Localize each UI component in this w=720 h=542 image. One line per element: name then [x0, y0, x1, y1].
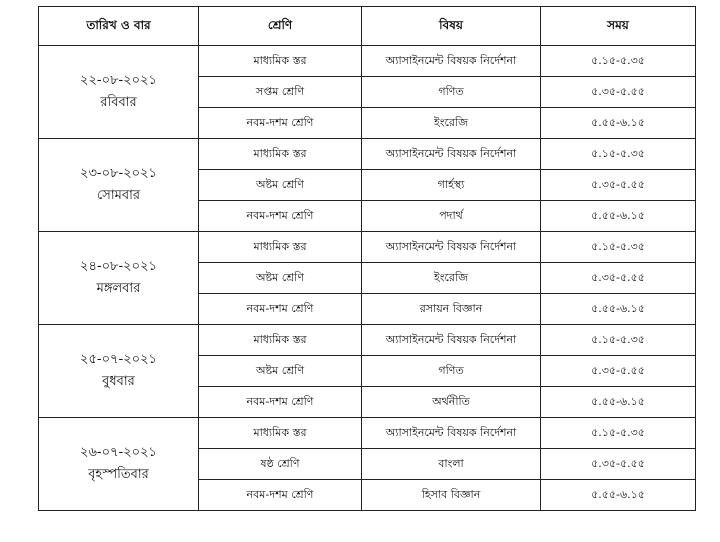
header-class: শ্রেণি	[199, 7, 362, 46]
date-cell	[39, 418, 199, 511]
weekday-text: বুধবার	[102, 374, 135, 389]
table-row	[39, 46, 696, 77]
subject-cell: গণিত	[362, 356, 541, 387]
table-row	[39, 139, 696, 170]
weekday-text: মঙ্গলবার	[96, 281, 141, 296]
subject-cell: অ্যাসাইনমেন্ট বিষয়ক নির্দেশনা	[362, 232, 541, 263]
weekday-text: রবিবার	[100, 95, 137, 110]
table-row	[39, 418, 696, 449]
subject-cell: অ্যাসাইনমেন্ট বিষয়ক নির্দেশনা	[362, 418, 541, 449]
class-cell: নবম-দশম শ্রেণি	[199, 387, 362, 418]
header-subject: বিষয়	[362, 7, 541, 46]
date-text: ২৬-০৭-২০২১	[80, 445, 157, 460]
subject-cell: রসায়ন বিজ্ঞান	[362, 294, 541, 325]
subject-cell: অর্থনীতি	[362, 387, 541, 418]
header-time: সময়	[541, 7, 696, 46]
subject-cell: বাংলা	[362, 449, 541, 480]
date-text: ২২-০৮-২০২১	[80, 73, 157, 88]
class-cell: মাধ্যমিক স্তর	[199, 46, 362, 77]
date-text: ২৫-০৭-২০২১	[80, 352, 157, 367]
header-date-day: তারিখ ও বার	[39, 7, 199, 46]
subject-cell: গার্হস্থ্য	[362, 170, 541, 201]
subject-cell: পদার্থ	[362, 201, 541, 232]
date-cell	[39, 139, 199, 232]
date-cell	[39, 325, 199, 418]
class-cell: অষ্টম শ্রেণি	[199, 263, 362, 294]
time-cell: ৫.৫৫-৬.১৫	[541, 108, 696, 139]
date-text: ২৪-০৮-২০২১	[80, 259, 157, 274]
schedule-table	[38, 6, 696, 511]
class-cell: নবম-দশম শ্রেণি	[199, 294, 362, 325]
time-cell: ৫.৩৫-৫.৫৫	[541, 263, 696, 294]
time-cell: ৫.৫৫-৬.১৫	[541, 201, 696, 232]
class-cell: অষ্টম শ্রেণি	[199, 170, 362, 201]
date-cell	[39, 46, 199, 139]
class-cell: মাধ্যমিক স্তর	[199, 139, 362, 170]
time-cell: ৫.৩৫-৫.৫৫	[541, 356, 696, 387]
date-cell	[39, 232, 199, 325]
class-cell: ষষ্ঠ শ্রেণি	[199, 449, 362, 480]
subject-cell: ইংরেজি	[362, 263, 541, 294]
time-cell: ৫.১৫-৫.৩৫	[541, 46, 696, 77]
subject-cell: গণিত	[362, 77, 541, 108]
subject-cell: ইংরেজি	[362, 108, 541, 139]
time-cell: ৫.১৫-৫.৩৫	[541, 325, 696, 356]
time-cell: ৫.৫৫-৬.১৫	[541, 294, 696, 325]
subject-cell: হিসাব বিজ্ঞান	[362, 480, 541, 511]
class-cell: মাধ্যমিক স্তর	[199, 232, 362, 263]
time-cell: ৫.৫৫-৬.১৫	[541, 387, 696, 418]
table-row	[39, 232, 696, 263]
time-cell: ৫.৩৫-৫.৫৫	[541, 77, 696, 108]
class-cell: অষ্টম শ্রেণি	[199, 356, 362, 387]
subject-cell: অ্যাসাইনমেন্ট বিষয়ক নির্দেশনা	[362, 325, 541, 356]
class-cell: মাধ্যমিক স্তর	[199, 418, 362, 449]
class-cell: মাধ্যমিক স্তর	[199, 325, 362, 356]
class-cell: নবম-দশম শ্রেণি	[199, 201, 362, 232]
header-row	[39, 7, 696, 46]
class-cell: নবম-দশম শ্রেণি	[199, 480, 362, 511]
subject-cell: অ্যাসাইনমেন্ট বিষয়ক নির্দেশনা	[362, 46, 541, 77]
time-cell: ৫.৩৫-৫.৫৫	[541, 449, 696, 480]
schedule-sheet	[38, 6, 695, 511]
date-text: ২৩-০৮-২০২১	[80, 166, 157, 181]
table-row	[39, 325, 696, 356]
time-cell: ৫.১৫-৫.৩৫	[541, 418, 696, 449]
weekday-text: সোমবার	[96, 188, 140, 203]
class-cell: সপ্তম শ্রেণি	[199, 77, 362, 108]
time-cell: ৫.৩৫-৫.৫৫	[541, 170, 696, 201]
weekday-text: বৃহস্পতিবার	[88, 467, 149, 482]
subject-cell: অ্যাসাইনমেন্ট বিষয়ক নির্দেশনা	[362, 139, 541, 170]
time-cell: ৫.৫৫-৬.১৫	[541, 480, 696, 511]
time-cell: ৫.১৫-৫.৩৫	[541, 139, 696, 170]
class-cell: নবম-দশম শ্রেণি	[199, 108, 362, 139]
time-cell: ৫.১৫-৫.৩৫	[541, 232, 696, 263]
